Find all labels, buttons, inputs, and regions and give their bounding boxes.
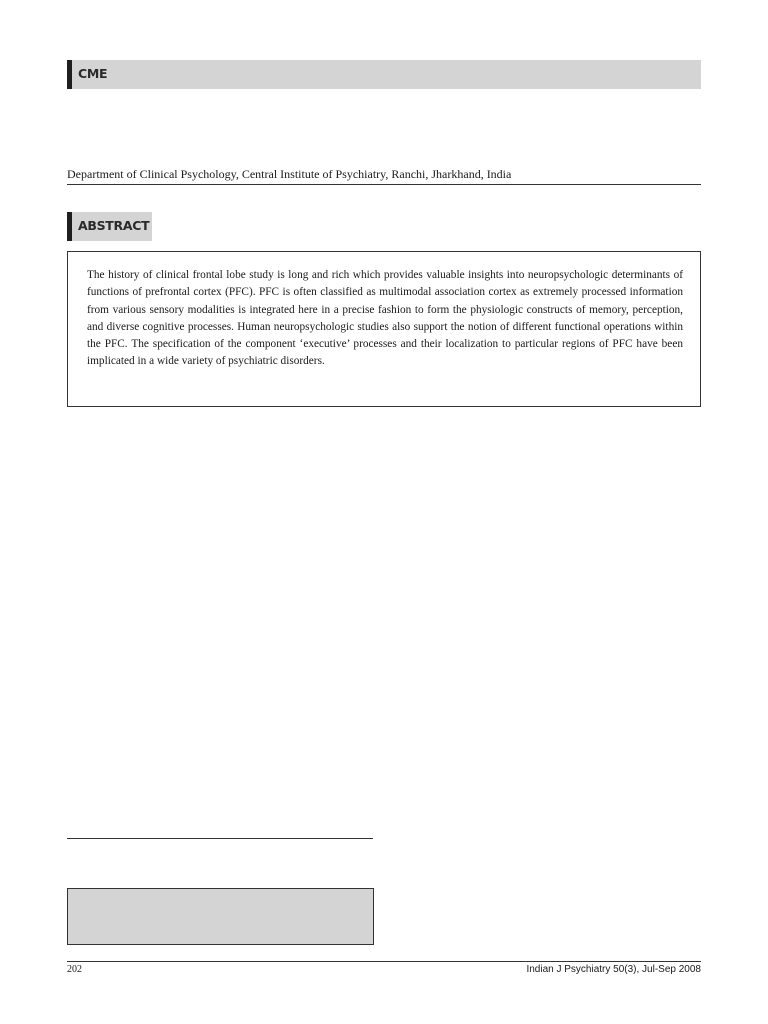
- section-header-bar: [67, 60, 701, 89]
- section-label: CME: [78, 66, 108, 81]
- footer-divider: [67, 961, 701, 962]
- abstract-accent-marker: [67, 212, 72, 241]
- abstract-heading-tab: [67, 212, 152, 241]
- affiliation-divider: [67, 184, 701, 185]
- page-number: 202: [67, 964, 82, 975]
- section-accent-marker: [67, 60, 72, 89]
- journal-reference: Indian J Psychiatry 50(3), Jul-Sep 2008: [526, 964, 701, 975]
- correspondence-box: [67, 888, 374, 945]
- abstract-text: The history of clinical frontal lobe study is long and rich which provides valuable insights into neuropsychologic determinants of functions of prefrontal cortex (PFC). PFC is often classified as multimodal association cortex as extremely processed information from various sensory modalities is integrated here in a precise fashion to form the physiologic constructs of memory, perception, and diverse cognitive processes. Human neuropsychologic studies also support the notion of different functional operations within the PFC. The specification of the component ‘executive’ processes and their localization to particular regions of PFC have been implicated in a wide variety of psychiatric disorders.: [87, 269, 683, 368]
- footnote-divider: [67, 838, 373, 839]
- author-affiliation: Department of Clinical Psychology, Central Institute of Psychiatry, Ranchi, Jharkhand, India: [67, 167, 512, 181]
- abstract-box: [67, 251, 701, 407]
- abstract-heading: ABSTRACT: [78, 218, 150, 233]
